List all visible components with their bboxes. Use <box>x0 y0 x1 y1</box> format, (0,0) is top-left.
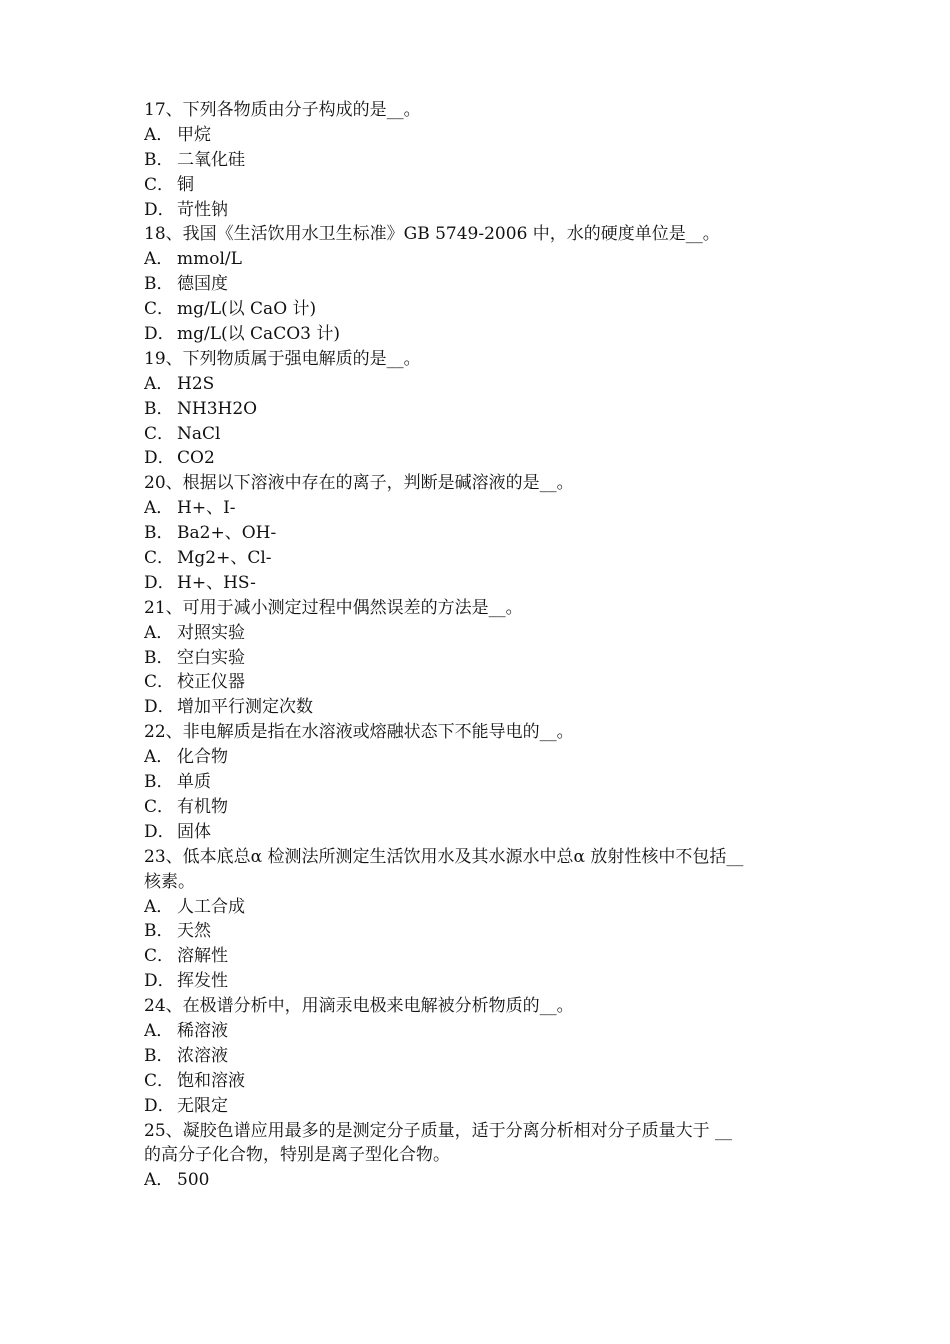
option-text: Ba2+、OH- <box>177 523 277 544</box>
answer-option <box>144 621 814 646</box>
option-text: 化合物 <box>177 747 228 768</box>
option-letter: C． <box>144 174 175 195</box>
question-stem: 20、根据以下溶液中存在的离子，判断是碱溶液的是__。 <box>144 473 574 494</box>
option-letter: A． <box>144 747 174 768</box>
answer-option <box>144 745 814 770</box>
answer-option <box>144 1044 814 1069</box>
answer-option <box>144 496 814 521</box>
option-text: 无限定 <box>177 1095 228 1116</box>
question-block <box>144 1119 814 1194</box>
option-letter: C． <box>144 1070 175 1091</box>
answer-option <box>144 546 814 571</box>
answer-option <box>144 198 814 223</box>
answer-option <box>144 1069 814 1094</box>
answer-option <box>144 770 814 795</box>
option-text: 挥发性 <box>177 971 228 992</box>
question-block <box>144 994 814 1118</box>
option-text: 浓溶液 <box>177 1045 228 1066</box>
answer-option <box>144 123 814 148</box>
question-stem: 的高分子化合物，特别是离子型化合物。 <box>144 1145 450 1166</box>
question-list <box>144 98 814 1193</box>
option-letter: B． <box>144 1045 174 1066</box>
option-text: H+、I- <box>177 498 236 519</box>
option-letter: A． <box>144 1170 174 1191</box>
question-block <box>144 98 814 222</box>
question-block <box>144 347 814 471</box>
option-text: 对照实验 <box>177 622 245 643</box>
option-text: mmol/L <box>177 249 242 270</box>
option-text: 校正仪器 <box>177 672 245 693</box>
option-letter: D． <box>144 971 175 992</box>
option-text: 铜 <box>177 174 194 195</box>
option-letter: B． <box>144 772 174 793</box>
question-stem: 23、低本底总α 检测法所测定生活饮用水及其水源水中总α 放射性核中不包括__ <box>144 846 744 867</box>
question-block <box>144 471 814 595</box>
option-letter: A． <box>144 124 174 145</box>
option-letter: B． <box>144 398 174 419</box>
option-text: 有机物 <box>177 796 228 817</box>
answer-option <box>144 646 814 671</box>
answer-option <box>144 1019 814 1044</box>
question-block <box>144 222 814 346</box>
answer-option <box>144 272 814 297</box>
option-letter: D． <box>144 697 175 718</box>
option-letter: A． <box>144 498 174 519</box>
answer-option <box>144 795 814 820</box>
option-text: 天然 <box>177 921 211 942</box>
option-letter: A． <box>144 373 174 394</box>
answer-option <box>144 1094 814 1119</box>
option-letter: D． <box>144 199 175 220</box>
option-text: 稀溶液 <box>177 1020 228 1041</box>
option-letter: D． <box>144 1095 175 1116</box>
option-letter: C． <box>144 946 175 967</box>
option-letter: A． <box>144 896 174 917</box>
option-text: NaCl <box>177 423 221 444</box>
answer-option <box>144 173 814 198</box>
option-text: 二氧化硅 <box>177 149 245 170</box>
question-stem: 19、下列物质属于强电解质的是__。 <box>144 348 421 369</box>
option-letter: D． <box>144 448 175 469</box>
answer-option <box>144 1168 814 1193</box>
option-text: 苛性钠 <box>177 199 228 220</box>
option-text: 500 <box>177 1170 210 1191</box>
option-text: mg/L(以 CaCO3 计) <box>177 324 340 345</box>
answer-option <box>144 422 814 447</box>
option-text: Mg2+、Cl- <box>177 548 272 569</box>
question-stem: 25、凝胶色谱应用最多的是测定分子质量，适于分离分析相对分子质量大于 __ <box>144 1120 733 1141</box>
option-text: 溶解性 <box>177 946 228 967</box>
option-letter: B． <box>144 647 174 668</box>
option-letter: D． <box>144 821 175 842</box>
option-text: 德国度 <box>177 274 228 295</box>
option-letter: A． <box>144 249 174 270</box>
answer-option <box>144 895 814 920</box>
answer-option <box>144 446 814 471</box>
answer-option <box>144 322 814 347</box>
question-stem: 24、在极谱分析中，用滴汞电极来电解被分析物质的__。 <box>144 996 574 1017</box>
question-stem: 22、非电解质是指在水溶液或熔融状态下不能导电的__。 <box>144 722 574 743</box>
document-page <box>144 98 814 1193</box>
option-letter: B． <box>144 149 174 170</box>
question-block <box>144 720 814 844</box>
answer-option <box>144 372 814 397</box>
option-letter: B． <box>144 274 174 295</box>
option-text: 固体 <box>177 821 211 842</box>
option-letter: D． <box>144 324 175 345</box>
answer-option <box>144 919 814 944</box>
option-letter: A． <box>144 1020 174 1041</box>
question-stem: 18、我国《生活饮用水卫生标准》GB 5749-2006 中，水的硬度单位是__。 <box>144 224 720 245</box>
option-text: CO2 <box>177 448 215 469</box>
answer-option <box>144 571 814 596</box>
question-stem: 21、可用于减小测定过程中偶然误差的方法是__。 <box>144 597 523 618</box>
option-letter: C． <box>144 299 175 320</box>
option-text: 单质 <box>177 772 211 793</box>
question-stem: 17、下列各物质由分子构成的是__。 <box>144 100 421 120</box>
option-text: 甲烷 <box>177 124 211 145</box>
question-block <box>144 596 814 720</box>
answer-option <box>144 820 814 845</box>
answer-option <box>144 247 814 272</box>
option-letter: C． <box>144 672 175 693</box>
answer-option <box>144 397 814 422</box>
question-block <box>144 845 814 994</box>
option-text: 饱和溶液 <box>177 1070 245 1091</box>
option-letter: C． <box>144 423 175 444</box>
option-letter: C． <box>144 548 175 569</box>
option-text: mg/L(以 CaO 计) <box>177 299 317 320</box>
option-text: NH3H2O <box>177 398 258 419</box>
option-letter: A． <box>144 622 174 643</box>
answer-option <box>144 521 814 546</box>
option-letter: B． <box>144 921 174 942</box>
answer-option <box>144 297 814 322</box>
answer-option <box>144 944 814 969</box>
option-letter: D． <box>144 572 175 593</box>
option-letter: B． <box>144 523 174 544</box>
answer-option <box>144 148 814 173</box>
option-text: 空白实验 <box>177 647 245 668</box>
answer-option <box>144 670 814 695</box>
option-text: 人工合成 <box>177 896 245 917</box>
option-text: 增加平行测定次数 <box>177 697 313 718</box>
question-stem: 核素。 <box>144 871 195 892</box>
option-text: H2S <box>177 373 215 394</box>
answer-option <box>144 969 814 994</box>
option-letter: C． <box>144 796 175 817</box>
answer-option <box>144 695 814 720</box>
option-text: H+、HS- <box>177 572 256 593</box>
